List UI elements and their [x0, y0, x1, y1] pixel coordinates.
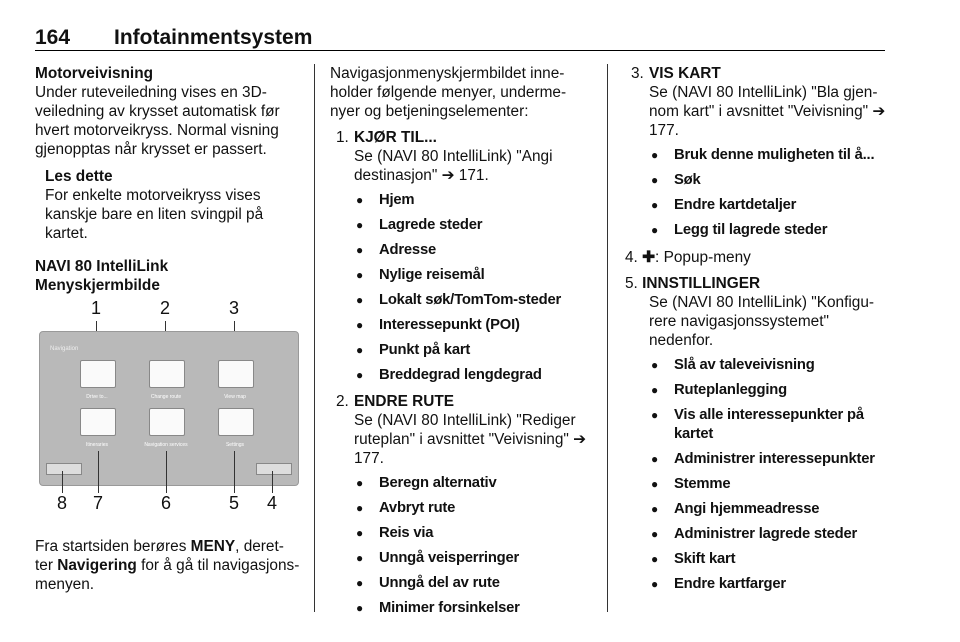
- column-2: [330, 64, 595, 618]
- tile-drive-to: [80, 360, 116, 388]
- menu-term: MENY: [190, 538, 236, 555]
- item-4-text: : Popup-meny: [655, 249, 751, 266]
- bullet-item: ● Skift kart: [649, 550, 887, 569]
- item-5-bullets: [649, 356, 887, 594]
- item-1-bullets: [354, 191, 595, 385]
- intro-paragraph: Navigasjonmenyskjermbildet inne-holder følgende menyer, underme-nyer og betjeningselementer:: [330, 65, 567, 120]
- bullet-item: ● Administrer interessepunkter: [649, 450, 887, 469]
- callout-6: 6: [161, 493, 172, 513]
- column-divider-1: [314, 64, 315, 612]
- navigation-term: Navigering: [57, 557, 137, 574]
- item-3-text: Se (NAVI 80 IntelliLink) "Bla gjen-nom kart" i avsnittet "Veivisning" ➔ 177.: [649, 84, 886, 139]
- bullet-item: ● Breddegrad lengdegrad: [354, 366, 595, 385]
- item-3-bullets: [649, 146, 887, 240]
- bullet-item: ● Beregn alternativ: [354, 474, 595, 493]
- column-1: [35, 64, 301, 594]
- bullet-item: ● Ruteplanlegging: [649, 381, 887, 400]
- plus-icon: ✚: [642, 249, 656, 266]
- item-5-title: INNSTILLINGER: [642, 275, 761, 292]
- tile-settings: [218, 408, 254, 436]
- back-bar: [46, 463, 82, 475]
- callout-7: 7: [93, 493, 104, 513]
- bullet-item: ● Endre kartfarger: [649, 575, 887, 594]
- note-box: [45, 167, 301, 243]
- item-2-bullets: [354, 474, 595, 618]
- page-title: Infotainmentsystem: [114, 26, 313, 49]
- bullet-item: ● Angi hjemmeadresse: [649, 500, 887, 519]
- nav-screen: [39, 331, 299, 486]
- bullet-item: ● Nylige reisemål: [354, 266, 595, 285]
- bullet-item: ● Administrer lagrede steder: [649, 525, 887, 544]
- tile-label-navigation-services: Navigation services: [144, 442, 188, 448]
- item-2: 2. ENDRE RUTE: [336, 393, 455, 410]
- paragraph-motorveivisning: Under ruteveiledning vises en 3D-veiledning av krysset automatisk før hvert motorveikryss. Normal visning gjenopptas når krysset er passert.: [35, 84, 280, 158]
- page-header: [35, 26, 885, 51]
- item-3: 3. VIS KART: [631, 65, 721, 82]
- after-figure-paragraph: Fra startsiden berøres MENY, deret-ter Navigering for å gå til navigasjons-menyen.: [35, 538, 300, 593]
- item-3-title: VIS KART: [649, 65, 721, 82]
- bullet-item: ● Unngå veisperringer: [354, 549, 595, 568]
- callout-2: 2: [160, 298, 171, 318]
- callout-4: 4: [267, 493, 278, 513]
- bullet-item: ● Søk: [649, 171, 887, 190]
- item-1-title: KJØR TIL...: [354, 129, 437, 146]
- bullet-item: ● Hjem: [354, 191, 595, 210]
- item-5: 5. INNSTILLINGER: [625, 275, 761, 292]
- bullet-item: ● Legg til lagrede steder: [649, 221, 887, 240]
- callout-3: 3: [229, 298, 240, 318]
- page-number: 164: [35, 26, 71, 49]
- screen-title: Navigation: [50, 346, 79, 352]
- bullet-item: ● Lokalt søk/TomTom-steder: [354, 291, 595, 310]
- bullet-item: ● Avbryt rute: [354, 499, 595, 518]
- item-1: 1. KJØR TIL...: [336, 129, 437, 146]
- tile-label-settings: Settings: [225, 442, 245, 448]
- bullet-item: ● Adresse: [354, 241, 595, 260]
- tile-navigation-services: [149, 408, 185, 436]
- bullet-item: ● Lagrede steder: [354, 216, 595, 235]
- bullet-item: ● Bruk denne muligheten til å...: [649, 146, 887, 165]
- column-divider-2: [607, 64, 608, 612]
- bullet-item: ● Reis via: [354, 524, 595, 543]
- item-1-text: Se (NAVI 80 IntelliLink) "Angi destinasjon" ➔ 171.: [354, 148, 553, 184]
- navigation-menu-figure: [35, 298, 301, 515]
- callout-1: 1: [91, 298, 102, 318]
- section-heading: NAVI 80 IntelliLink: [35, 258, 169, 275]
- bullet-item: ● Endre kartdetaljer: [649, 196, 887, 215]
- callout-5: 5: [229, 493, 240, 513]
- callout-8: 8: [57, 493, 68, 513]
- bullet-item: ● Interessepunkt (POI): [354, 316, 595, 335]
- tile-label-view-map: View map: [224, 394, 246, 400]
- subsection-heading: Menyskjermbilde: [35, 277, 160, 294]
- tile-view-map: [218, 360, 254, 388]
- tile-itineraries: [80, 408, 116, 436]
- item-5-text: Se (NAVI 80 IntelliLink) "Konfigu-rere navigasjonssystemet" nedenfor.: [649, 294, 875, 349]
- item-2-title: ENDRE RUTE: [354, 393, 455, 410]
- popup-bar: [256, 463, 292, 475]
- tile-label-drive-to: Drive to...: [86, 394, 108, 400]
- tile-change-route: [149, 360, 185, 388]
- bullet-item: ● Punkt på kart: [354, 341, 595, 360]
- item-2-text: Se (NAVI 80 IntelliLink) "Rediger ruteplan" i avsnittet "Veivisning" ➔ 177.: [354, 412, 587, 467]
- heading-motorveivisning: Motorveivisning: [35, 65, 154, 82]
- tile-label-itineraries: Itineraries: [86, 442, 108, 448]
- bullet-item: ● Vis alle interessepunkter på kartet: [649, 406, 887, 444]
- bullet-item: ● Slå av taleveivisning: [649, 356, 887, 375]
- bullet-item: ● Stemme: [649, 475, 887, 494]
- column-3: [625, 64, 887, 594]
- tile-label-change-route: Change route: [150, 394, 182, 400]
- bullet-item: ● Unngå del av rute: [354, 574, 595, 593]
- item-4: 4. ✚: Popup-meny: [625, 249, 751, 266]
- bullet-item: ● Minimer forsinkelser: [354, 599, 595, 618]
- note-title: Les dette: [45, 168, 113, 185]
- note-text: For enkelte motorveikryss vises kanskje bare en liten svingpil på kartet.: [45, 187, 264, 242]
